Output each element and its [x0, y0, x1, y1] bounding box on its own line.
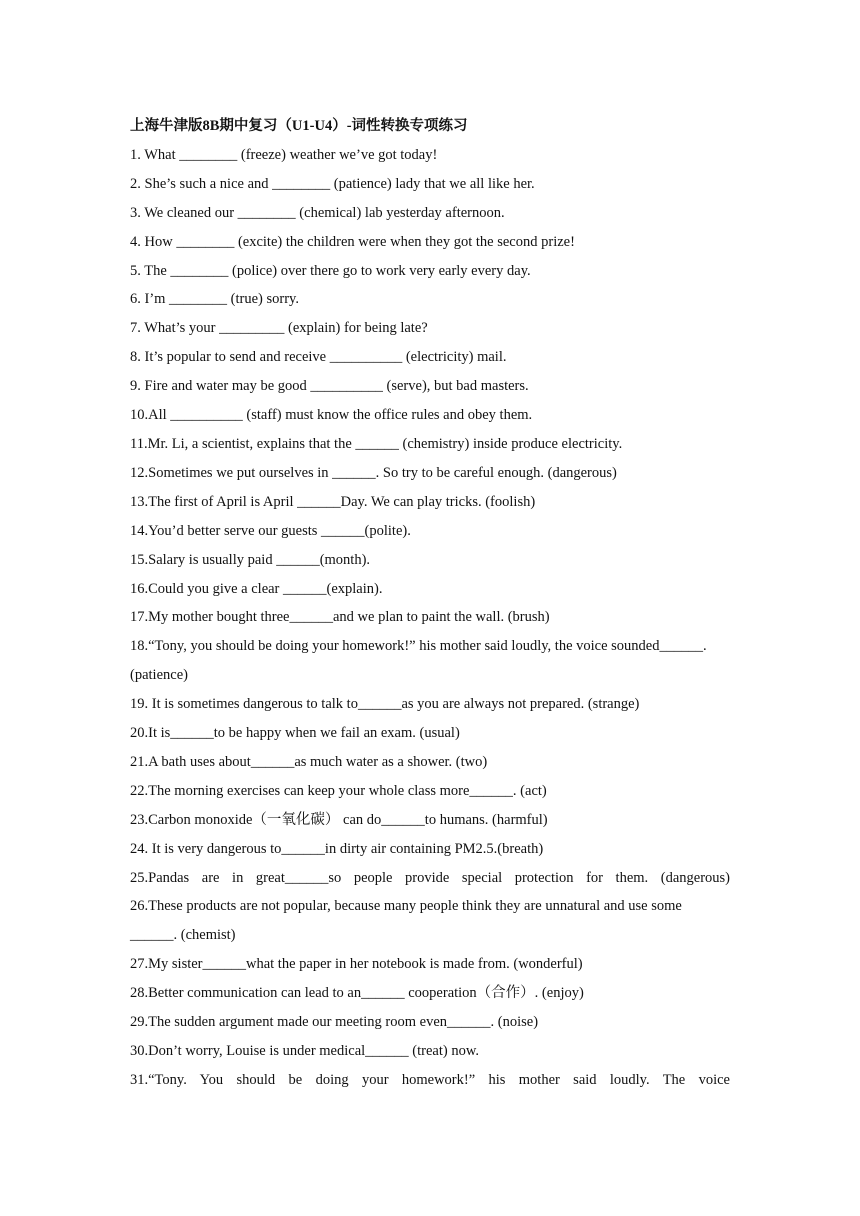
question-line: 6. I’m ________ (true) sorry.	[130, 291, 299, 308]
question-line: 7. What’s your _________ (explain) for being late?	[130, 320, 428, 337]
question-line: 25.Pandas are in great______so people provide special protection for them. (dangerous)	[130, 869, 730, 886]
question-line: 1. What ________ (freeze) weather we’ve got today!	[130, 146, 438, 163]
question-line: 20.It is______to be happy when we fail an exam. (usual)	[130, 725, 460, 742]
question-line: 17.My mother bought three______and we plan to paint the wall. (brush)	[130, 609, 550, 626]
question-line: 18.“Tony, you should be doing your homework!” his mother said loudly, the voice sounded______.	[130, 638, 707, 655]
question-line: 26.These products are not popular, because many people think they are unnatural and use some	[130, 898, 682, 915]
question-list	[130, 141, 730, 1095]
question-line: 24. It is very dangerous to______in dirty air containing PM2.5.(breath)	[130, 840, 544, 857]
question-line: 13.The first of April is April ______Day. We can play tricks. (foolish)	[130, 493, 536, 510]
question-line: 10.All __________ (staff) must know the office rules and obey them.	[130, 407, 533, 424]
question-line: 9. Fire and water may be good __________ (serve), but bad masters.	[130, 378, 529, 395]
question-line: 29.The sudden argument made our meeting room even______. (noise)	[130, 1014, 539, 1031]
question-line: 27.My sister______what the paper in her notebook is made from. (wonderful)	[130, 956, 583, 973]
question-line: 2. She’s such a nice and ________ (patience) lady that we all like her.	[130, 175, 535, 192]
question-line: 4. How ________ (excite) the children were when they got the second prize!	[130, 233, 575, 250]
question-line: 16.Could you give a clear ______(explain).	[130, 580, 383, 597]
question-line: 8. It’s popular to send and receive __________ (electricity) mail.	[130, 349, 507, 366]
worksheet	[130, 112, 730, 1095]
question-line: 5. The ________ (police) over there go to work very early every day.	[130, 262, 531, 279]
question-line: 23.Carbon monoxide（一氧化碳） can do______to humans. (harmful)	[130, 811, 548, 828]
question-line: 11.Mr. Li, a scientist, explains that the ______ (chemistry) inside produce electricity.	[130, 435, 623, 452]
worksheet-title: 上海牛津版8B期中复习（U1-U4）-词性转换专项练习	[130, 118, 468, 134]
question-line: (patience)	[130, 667, 188, 684]
question-line: ______. (chemist)	[130, 927, 236, 944]
question-line: 12.Sometimes we put ourselves in ______. So try to be careful enough. (dangerous)	[130, 464, 617, 481]
question-line: 21.A bath uses about______as much water as a shower. (two)	[130, 753, 488, 770]
question-line: 30.Don’t worry, Louise is under medical______ (treat) now.	[130, 1043, 479, 1059]
question-line: 31.“Tony. You should be doing your homework!” his mother said loudly. The voice	[130, 1071, 730, 1088]
question-line: 22.The morning exercises can keep your whole class more______. (act)	[130, 782, 547, 799]
question-line: 3. We cleaned our ________ (chemical) lab yesterday afternoon.	[130, 204, 505, 221]
question-line: 28.Better communication can lead to an______ cooperation（合作）. (enjoy)	[130, 985, 584, 1002]
question-line: 15.Salary is usually paid ______(month).	[130, 551, 371, 568]
question-line: 14.You’d better serve our guests ______(polite).	[130, 522, 411, 539]
question-line: 19. It is sometimes dangerous to talk to______as you are always not prepared. (strange)	[130, 696, 640, 713]
